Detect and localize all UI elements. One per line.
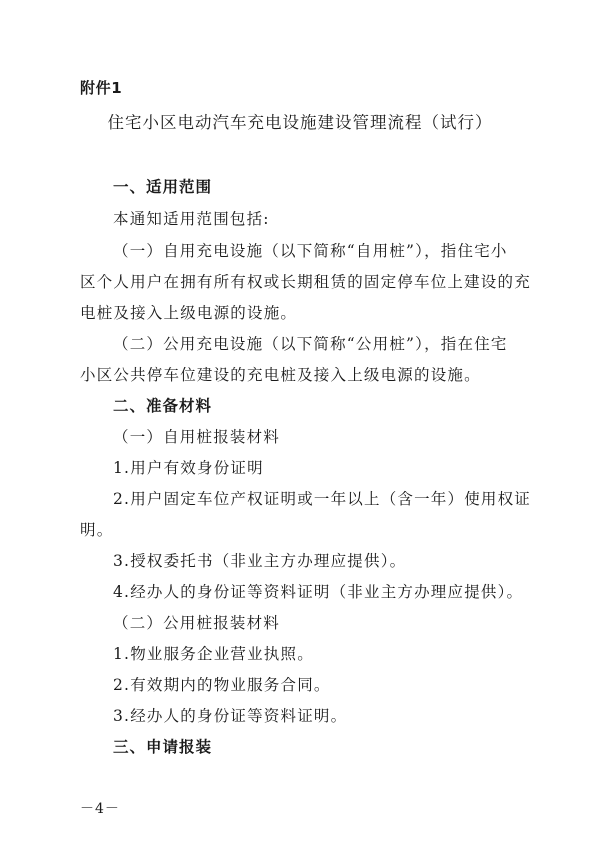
attachment-label: 附件1 bbox=[80, 79, 123, 97]
list-item: 2.用户固定车位产权证明或一年以上（含一年）使用权证 bbox=[113, 490, 531, 508]
subheading-public-pile: （二）公用桩报装材料 bbox=[113, 614, 281, 632]
list-item: 3.经办人的身份证等资料证明。 bbox=[113, 707, 348, 725]
paragraph-line: 小区公共停车位建设的充电桩及接入上级电源的设施。 bbox=[80, 366, 481, 384]
subheading-private-pile: （一）自用桩报装材料 bbox=[113, 428, 281, 446]
section-heading-materials: 二、准备材料 bbox=[113, 397, 213, 415]
list-item: 4.经办人的身份证等资料证明（非业主方办理应提供）。 bbox=[113, 583, 524, 601]
paragraph-line: （一）自用充电设施（以下简称“自用桩”），指住宅小 bbox=[113, 242, 508, 260]
list-item: 1.物业服务企业营业执照。 bbox=[113, 645, 314, 663]
paragraph-line: 区个人用户在拥有所有权或长期租赁的固定停车位上建设的充 bbox=[80, 273, 531, 291]
document-title: 住宅小区电动汽车充电设施建设管理流程（试行） bbox=[107, 113, 493, 132]
list-item: 1.用户有效身份证明 bbox=[113, 459, 264, 477]
paragraph-line: （二）公用充电设施（以下简称“公用桩”），指在住宅 bbox=[113, 335, 508, 353]
paragraph-line: 本通知适用范围包括: bbox=[113, 210, 270, 228]
section-heading-scope: 一、适用范围 bbox=[113, 178, 213, 196]
list-item: 3.授权委托书（非业主方办理应提供）。 bbox=[113, 552, 407, 570]
list-item: 2.有效期内的物业服务合同。 bbox=[113, 676, 331, 694]
section-heading-application: 三、申请报装 bbox=[113, 738, 213, 756]
list-item-continuation: 明。 bbox=[80, 521, 114, 539]
page-number: －4－ bbox=[80, 801, 120, 817]
paragraph-line: 电桩及接入上级电源的设施。 bbox=[80, 304, 298, 322]
